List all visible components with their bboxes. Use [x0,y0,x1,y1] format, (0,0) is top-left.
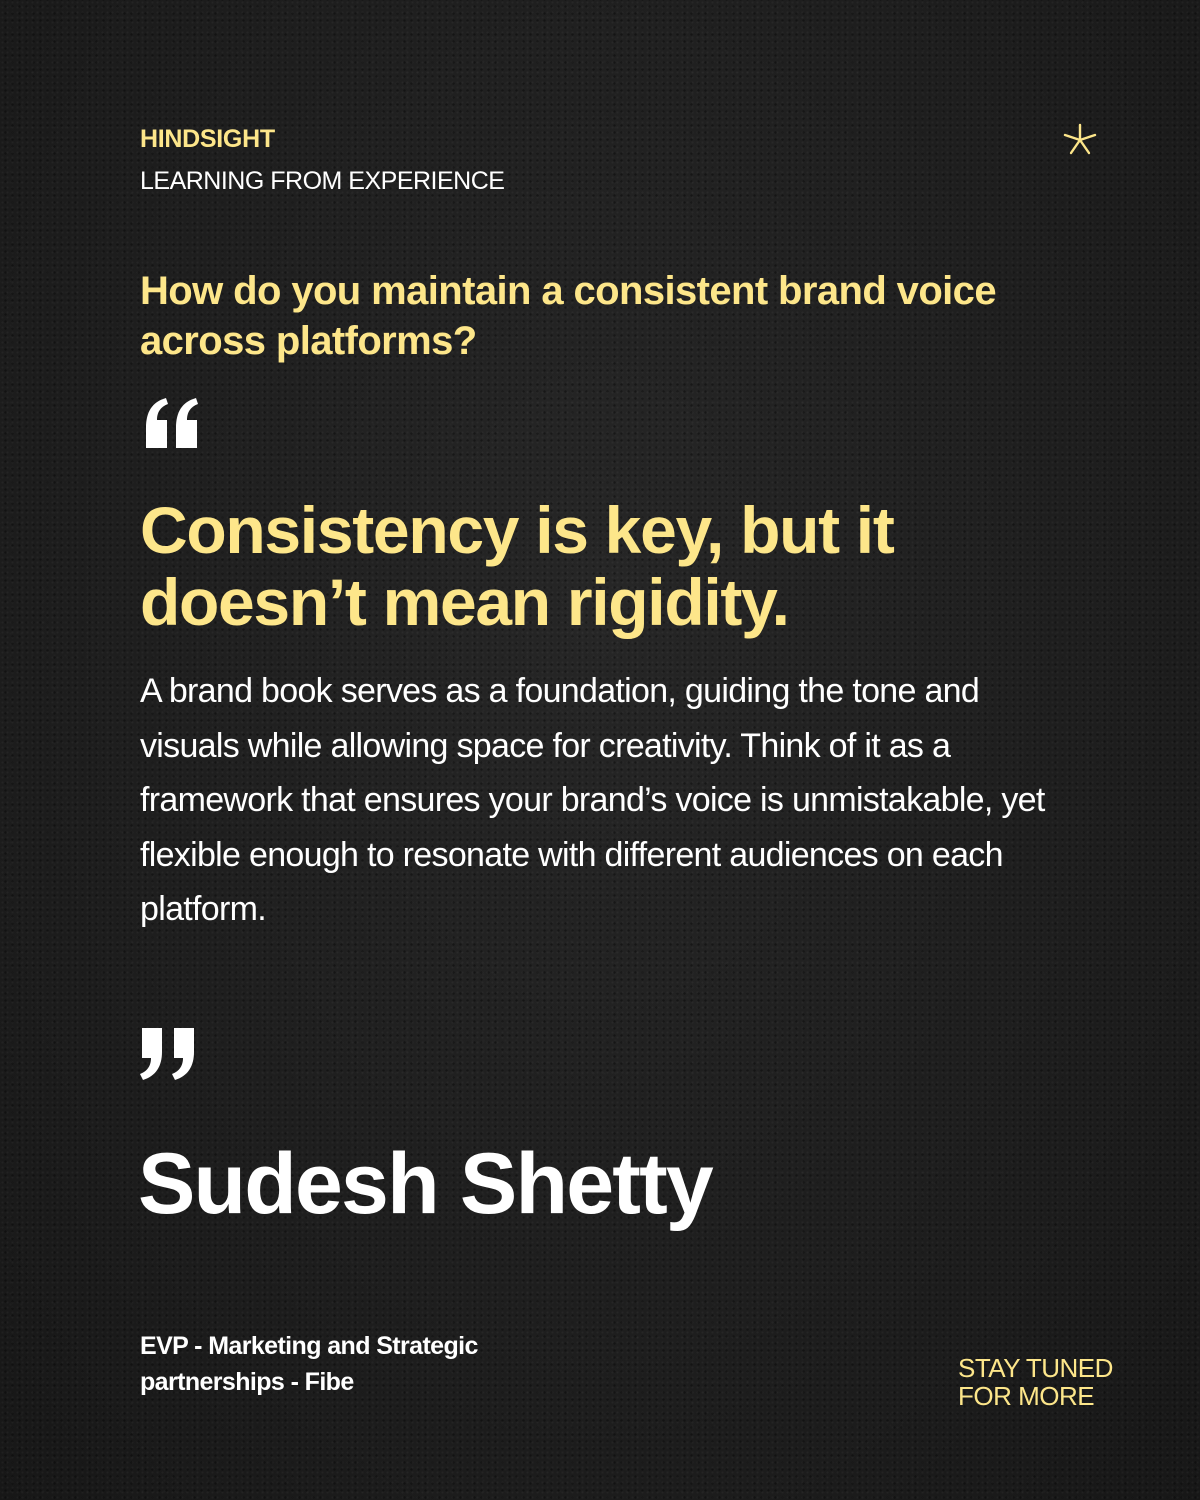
tagline: LEARNING FROM EXPERIENCE [140,167,505,195]
person-name: Sudesh Shetty [138,1136,712,1232]
quote-body: A brand book serves as a foundation, guiding the tone and visuals while allowing space for creativity. Think of it as a framework that ensures your brand’s voice is unmistakable, yet flexible enough to resonate with different audiences on each platform. [140,672,1045,928]
quote-headline: Consistency is key, but it doesn’t mean rigidity. [140,493,894,639]
open-quote-icon [140,398,204,448]
person-title: EVP - Marketing and Strategic partnerships - Fibe [140,1332,478,1396]
close-quote-icon [138,1028,202,1080]
brand-label: HINDSIGHT [140,125,275,153]
asterisk-icon [1060,120,1100,160]
question-heading: How do you maintain a consistent brand voice across platforms? [140,269,996,363]
stay-tuned-label: STAY TUNED FOR MORE [958,1353,1113,1411]
